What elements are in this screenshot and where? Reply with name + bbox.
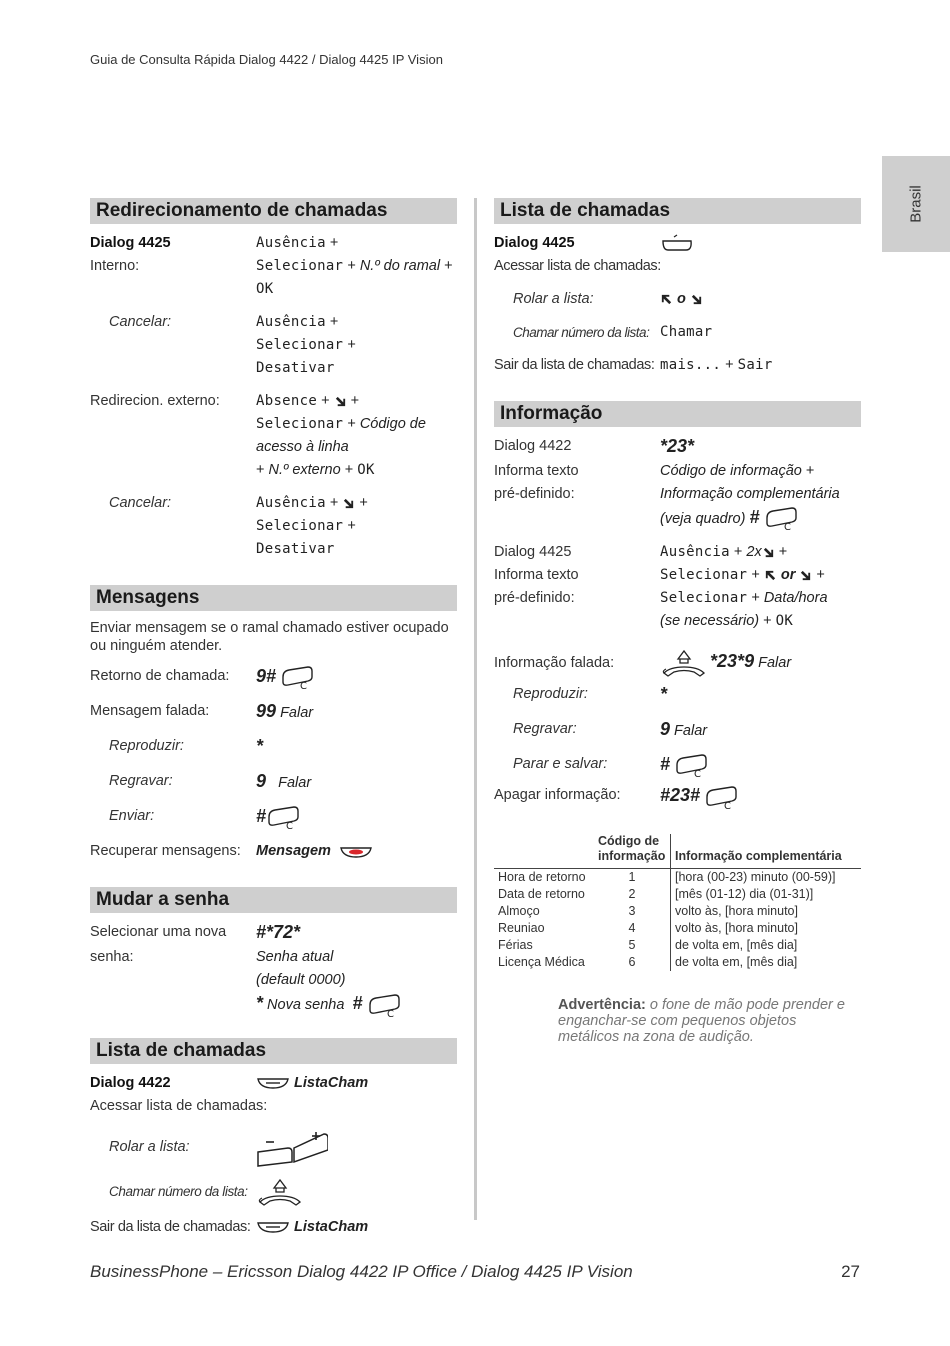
calllist-scroll-label: Rolar a lista:	[109, 1139, 190, 1156]
hash-key[interactable]: #	[352, 993, 363, 1014]
table-cell-extra: volto às, [hora minuto]	[671, 903, 862, 920]
password-row-3	[90, 969, 457, 992]
table-cell-name: Data de retorno	[498, 886, 585, 901]
call-softkey[interactable]: Chamar	[660, 324, 713, 340]
password-code-keys[interactable]: #*72*	[256, 922, 301, 943]
star-key[interactable]: *	[256, 993, 264, 1014]
table-row	[494, 954, 861, 971]
arrow-down-icon[interactable]	[342, 497, 355, 510]
hash-key[interactable]: #	[256, 806, 267, 827]
message-key-label: Mensagem	[256, 843, 331, 860]
redirect-external-label: Redirecion. externo:	[90, 393, 220, 409]
table-cell-extra: volto às, [hora minuto]	[671, 920, 862, 937]
callback-keys[interactable]: 9#	[256, 666, 277, 686]
calllist-access-label: Acessar lista de chamadas:	[90, 1097, 268, 1114]
absence-softkey[interactable]: Ausência	[256, 235, 326, 251]
speak-text: Falar	[280, 705, 314, 722]
voice-message-row	[90, 700, 457, 725]
or-text: o	[677, 291, 686, 307]
password-row-2	[90, 946, 457, 969]
send-label: Enviar:	[109, 808, 155, 825]
key-c-icon[interactable]	[280, 666, 314, 690]
info-code-text: Código de informação	[660, 463, 802, 479]
redirect-row-external: Redirecion. externo: Absence + + Selecionar + Código de acesso à linha + N.º externo + OK	[90, 390, 457, 482]
voice-message-keys[interactable]: 99	[256, 701, 277, 722]
or-text: or	[780, 567, 796, 584]
table-row	[494, 868, 861, 886]
key-c-icon[interactable]	[266, 806, 300, 830]
default-password-text: (default 0000)	[256, 972, 346, 989]
redirect-row-cancel-external: Cancelar: Ausência + + Selecionar + Desativar	[90, 492, 457, 561]
info-voice-row	[494, 649, 861, 677]
hash-key[interactable]: #	[660, 754, 671, 775]
redirect-cancel-label: Cancelar:	[109, 314, 172, 330]
page-number: 27	[841, 1262, 860, 1281]
redirect-row-cancel: Cancelar: Ausência + Selecionar + Desativar	[90, 311, 457, 380]
info-delete-label: Apagar informação:	[494, 787, 621, 804]
info-rerecord-row	[494, 718, 861, 743]
message-key-icon[interactable]	[339, 845, 373, 859]
info-b-label-2: Informa texto	[494, 567, 579, 584]
info-a-row-1	[494, 435, 861, 460]
table-cell-code: 1	[628, 869, 636, 884]
arrow-down-icon[interactable]	[762, 546, 775, 559]
ok-softkey[interactable]: OK	[775, 613, 794, 630]
r-calllist-exit-label: Sair da lista de chamadas:	[494, 357, 655, 373]
info-save-row	[494, 753, 861, 778]
select-softkey[interactable]: Selecionar	[660, 590, 748, 607]
info-a-label-3: pré-definido:	[494, 486, 575, 502]
warning-note	[494, 997, 861, 1045]
r-calllist-access-label: Acessar lista de chamadas:	[494, 258, 661, 274]
new-password-text: Nova senha	[267, 997, 345, 1014]
table-cell-code: 4	[628, 920, 636, 935]
speak-text: Falar	[674, 723, 708, 740]
info-b-row-2: Informa texto Selecionar + or +	[494, 564, 861, 587]
r-calllist-row-model	[494, 232, 861, 255]
section-title-call-list-4422: Lista de chamadas	[90, 1038, 457, 1064]
call-list-key-label: ListaCham	[294, 1074, 369, 1091]
messages-intro: Enviar mensagem se o ramal chamado estiver ocupado ou ninguém atender.	[90, 620, 449, 654]
table-cell-extra: [hora (00-23) minuto (00-59)]	[671, 868, 862, 886]
r-calllist-model-label: Dialog 4425	[494, 235, 575, 251]
speak-text: Falar	[758, 655, 792, 671]
nine-key[interactable]: 9	[660, 719, 671, 740]
info-b-row-1: Dialog 4425 Ausência + 2x +	[494, 541, 861, 564]
info-b-label-3: pré-definido:	[494, 590, 575, 607]
send-row	[90, 805, 457, 830]
redirect-internal-label: Interno:	[90, 258, 140, 274]
exit-softkey[interactable]: Sair	[737, 357, 773, 373]
language-tab-label: Brasil	[907, 185, 925, 223]
calllist-exit-label: Sair da lista de chamadas:	[90, 1218, 251, 1235]
select-softkey[interactable]: Selecionar	[660, 567, 748, 584]
select-softkey[interactable]: Selecionar	[256, 416, 344, 432]
table-row	[494, 903, 861, 920]
hook-icon[interactable]	[660, 233, 694, 253]
date-time-text: Data/hora	[763, 590, 828, 607]
handset-icon[interactable]	[660, 649, 706, 677]
info-playback-label: Reproduzir:	[513, 686, 588, 703]
section-title-redirect: Redirecionamento de chamadas	[90, 198, 457, 224]
info-voice-keys[interactable]: *23*9	[710, 651, 755, 671]
key-c-icon[interactable]	[674, 754, 708, 778]
warning-text: o fone de mão pode prender e enganchar-se com pequenos objetos metálicos na zona de audição.	[558, 996, 845, 1045]
hash-key[interactable]: #	[749, 507, 760, 527]
table-cell-name: Almoço	[498, 903, 540, 918]
table-cell-code: 5	[628, 937, 636, 952]
playback-label: Reproduzir:	[109, 738, 184, 755]
deactivate-softkey[interactable]: Desativar	[256, 541, 335, 557]
redirect-row-internal: Interno: Selecionar + N.º do ramal + OK	[90, 255, 457, 301]
handset-icon[interactable]	[256, 1178, 302, 1206]
column-divider	[474, 198, 477, 1220]
r-calllist-row-access	[494, 255, 861, 278]
info-voice-label: Informação falada:	[494, 654, 615, 671]
table-cell-extra: de volta em, [mês dia]	[671, 937, 862, 954]
section-title-call-list-4425: Lista de chamadas	[494, 198, 861, 224]
info-extra-text: Informação complementária	[660, 486, 840, 502]
table-cell-name: Reuniao	[498, 920, 545, 935]
table-row	[494, 886, 861, 903]
table-row	[494, 920, 861, 937]
key-c-icon[interactable]	[704, 786, 738, 810]
calllist-call-label: Chamar número da lista:	[109, 1184, 248, 1200]
password-label-1: Selecionar uma nova	[90, 924, 227, 941]
calllist-row-access	[90, 1095, 457, 1118]
left-column	[90, 198, 457, 1239]
extension-number-text: N.º do ramal	[359, 258, 441, 274]
ok-softkey[interactable]: OK	[256, 281, 274, 297]
password-label-2: senha:	[90, 949, 134, 966]
redirect-row-model: Dialog 4425 Ausência +	[90, 232, 457, 255]
r-calllist-row-scroll	[494, 288, 861, 311]
running-header: Guia de Consulta Rápida Dialog 4422 / Dialog 4425 IP Vision	[90, 52, 443, 67]
warning-label: Advertência:	[558, 996, 646, 1013]
language-tab[interactable]	[882, 156, 950, 252]
absence-softkey[interactable]: Absence	[256, 393, 318, 409]
info-b-row-3: pré-definido: Selecionar + Data/hora	[494, 587, 861, 610]
calllist-row-call	[90, 1178, 457, 1206]
redirect-cancel-label: Cancelar:	[109, 495, 172, 511]
table-row	[494, 937, 861, 954]
softkey-icon[interactable]	[256, 1076, 290, 1090]
table-header-extra: Informação complementária	[671, 834, 862, 869]
arrow-down-icon[interactable]	[799, 569, 812, 582]
voice-message-label: Mensagem falada:	[90, 703, 210, 720]
r-calllist-row-exit: Sair da lista de chamadas: mais... + Sair	[494, 354, 861, 377]
section-title-info: Informação	[494, 401, 861, 427]
section-title-password: Mudar a senha	[90, 887, 457, 913]
key-c-icon[interactable]	[764, 507, 798, 531]
info-a-row-3	[494, 483, 861, 506]
calllist-model-label: Dialog 4422	[90, 1074, 171, 1091]
nine-key[interactable]: 9	[256, 771, 267, 792]
password-row-4	[90, 992, 457, 1017]
arrow-down-icon[interactable]	[690, 293, 703, 306]
select-softkey[interactable]: Selecionar	[256, 258, 344, 274]
if-needed-text: (se necessário)	[660, 613, 760, 630]
calllist-row-model	[90, 1072, 457, 1095]
retrieve-messages-label: Recuperar mensagens:	[90, 843, 241, 860]
arrow-down-icon[interactable]	[334, 395, 347, 408]
softkey-icon[interactable]	[256, 1220, 290, 1234]
info-a-model-label: Dialog 4422	[494, 438, 572, 454]
info-save-label: Parar e salvar:	[513, 756, 608, 773]
table-header-code: Código de informação	[598, 833, 666, 863]
redirect-model-label: Dialog 4425	[90, 235, 171, 251]
info-b-model-label: Dialog 4425	[494, 544, 572, 561]
info-a-row-2: Informa texto Código de informação +	[494, 460, 861, 483]
absence-softkey[interactable]: Ausência	[256, 495, 326, 511]
deactivate-softkey[interactable]: Desativar	[256, 360, 335, 376]
callback-row	[90, 665, 457, 690]
call-list-key-label: ListaCham	[294, 1218, 369, 1235]
table-cell-extra: de volta em, [mês dia]	[671, 954, 862, 971]
info-a-row-4	[494, 506, 861, 531]
star-key[interactable]: *	[256, 736, 264, 757]
table-cell-name: Licença Médica	[498, 954, 585, 969]
table-cell-name: Férias	[498, 937, 533, 952]
info-codes-table	[494, 834, 861, 971]
info-rerecord-label: Regravar:	[513, 721, 577, 738]
retrieve-messages-row	[90, 840, 457, 863]
info-a-label-2: Informa texto	[494, 463, 579, 479]
callback-label: Retorno de chamada:	[90, 668, 230, 684]
info-playback-row	[494, 683, 861, 708]
arrow-up-icon[interactable]	[660, 293, 673, 306]
absence-softkey[interactable]: Ausência	[256, 314, 326, 330]
r-calllist-row-call	[494, 321, 861, 344]
table-cell-code: 2	[628, 886, 636, 901]
external-number-text: N.º externo	[268, 462, 341, 478]
table-cell-name: Hora de retorno	[498, 869, 586, 884]
see-table-text: (veja quadro)	[660, 511, 746, 527]
r-calllist-call-label: Chamar número da lista:	[513, 325, 650, 340]
r-calllist-scroll-label: Rolar a lista:	[513, 291, 594, 307]
calllist-row-exit	[90, 1216, 457, 1239]
rerecord-row	[90, 770, 457, 795]
current-password-text: Senha atual	[256, 949, 334, 966]
select-softkey[interactable]: Selecionar	[256, 518, 344, 534]
table-cell-code: 3	[628, 903, 636, 918]
section-title-messages: Mensagens	[90, 585, 457, 611]
volume-keys-icon[interactable]	[256, 1128, 328, 1168]
twice-text: 2x	[746, 544, 762, 561]
arrow-up-icon[interactable]	[764, 569, 777, 582]
select-softkey[interactable]: Selecionar	[256, 337, 344, 353]
star-key[interactable]: *	[660, 684, 668, 705]
info-delete-keys[interactable]: #23#	[660, 785, 701, 806]
password-row-1	[90, 921, 457, 946]
table-cell-extra: [mês (01-12) dia (01-31)]	[671, 886, 862, 903]
footer-title: BusinessPhone – Ericsson Dialog 4422 IP Office / Dialog 4425 IP Vision	[90, 1262, 633, 1281]
line-access-code-text: Código de acesso à linha	[256, 416, 426, 455]
calllist-row-scroll	[90, 1128, 457, 1168]
key-c-icon[interactable]	[367, 994, 401, 1018]
more-softkey[interactable]: mais...	[660, 357, 722, 373]
table-cell-code: 6	[628, 954, 636, 969]
speak-text: Falar	[278, 775, 312, 792]
rerecord-label: Regravar:	[109, 773, 173, 790]
right-column	[494, 198, 861, 1045]
info-delete-row	[494, 784, 861, 809]
absence-softkey[interactable]: Ausência	[660, 544, 730, 561]
info-b-row-4: (se necessário) + OK	[660, 613, 794, 630]
info-code-keys[interactable]: *23*	[660, 436, 695, 456]
ok-softkey[interactable]: OK	[357, 462, 375, 478]
playback-row	[90, 735, 457, 760]
